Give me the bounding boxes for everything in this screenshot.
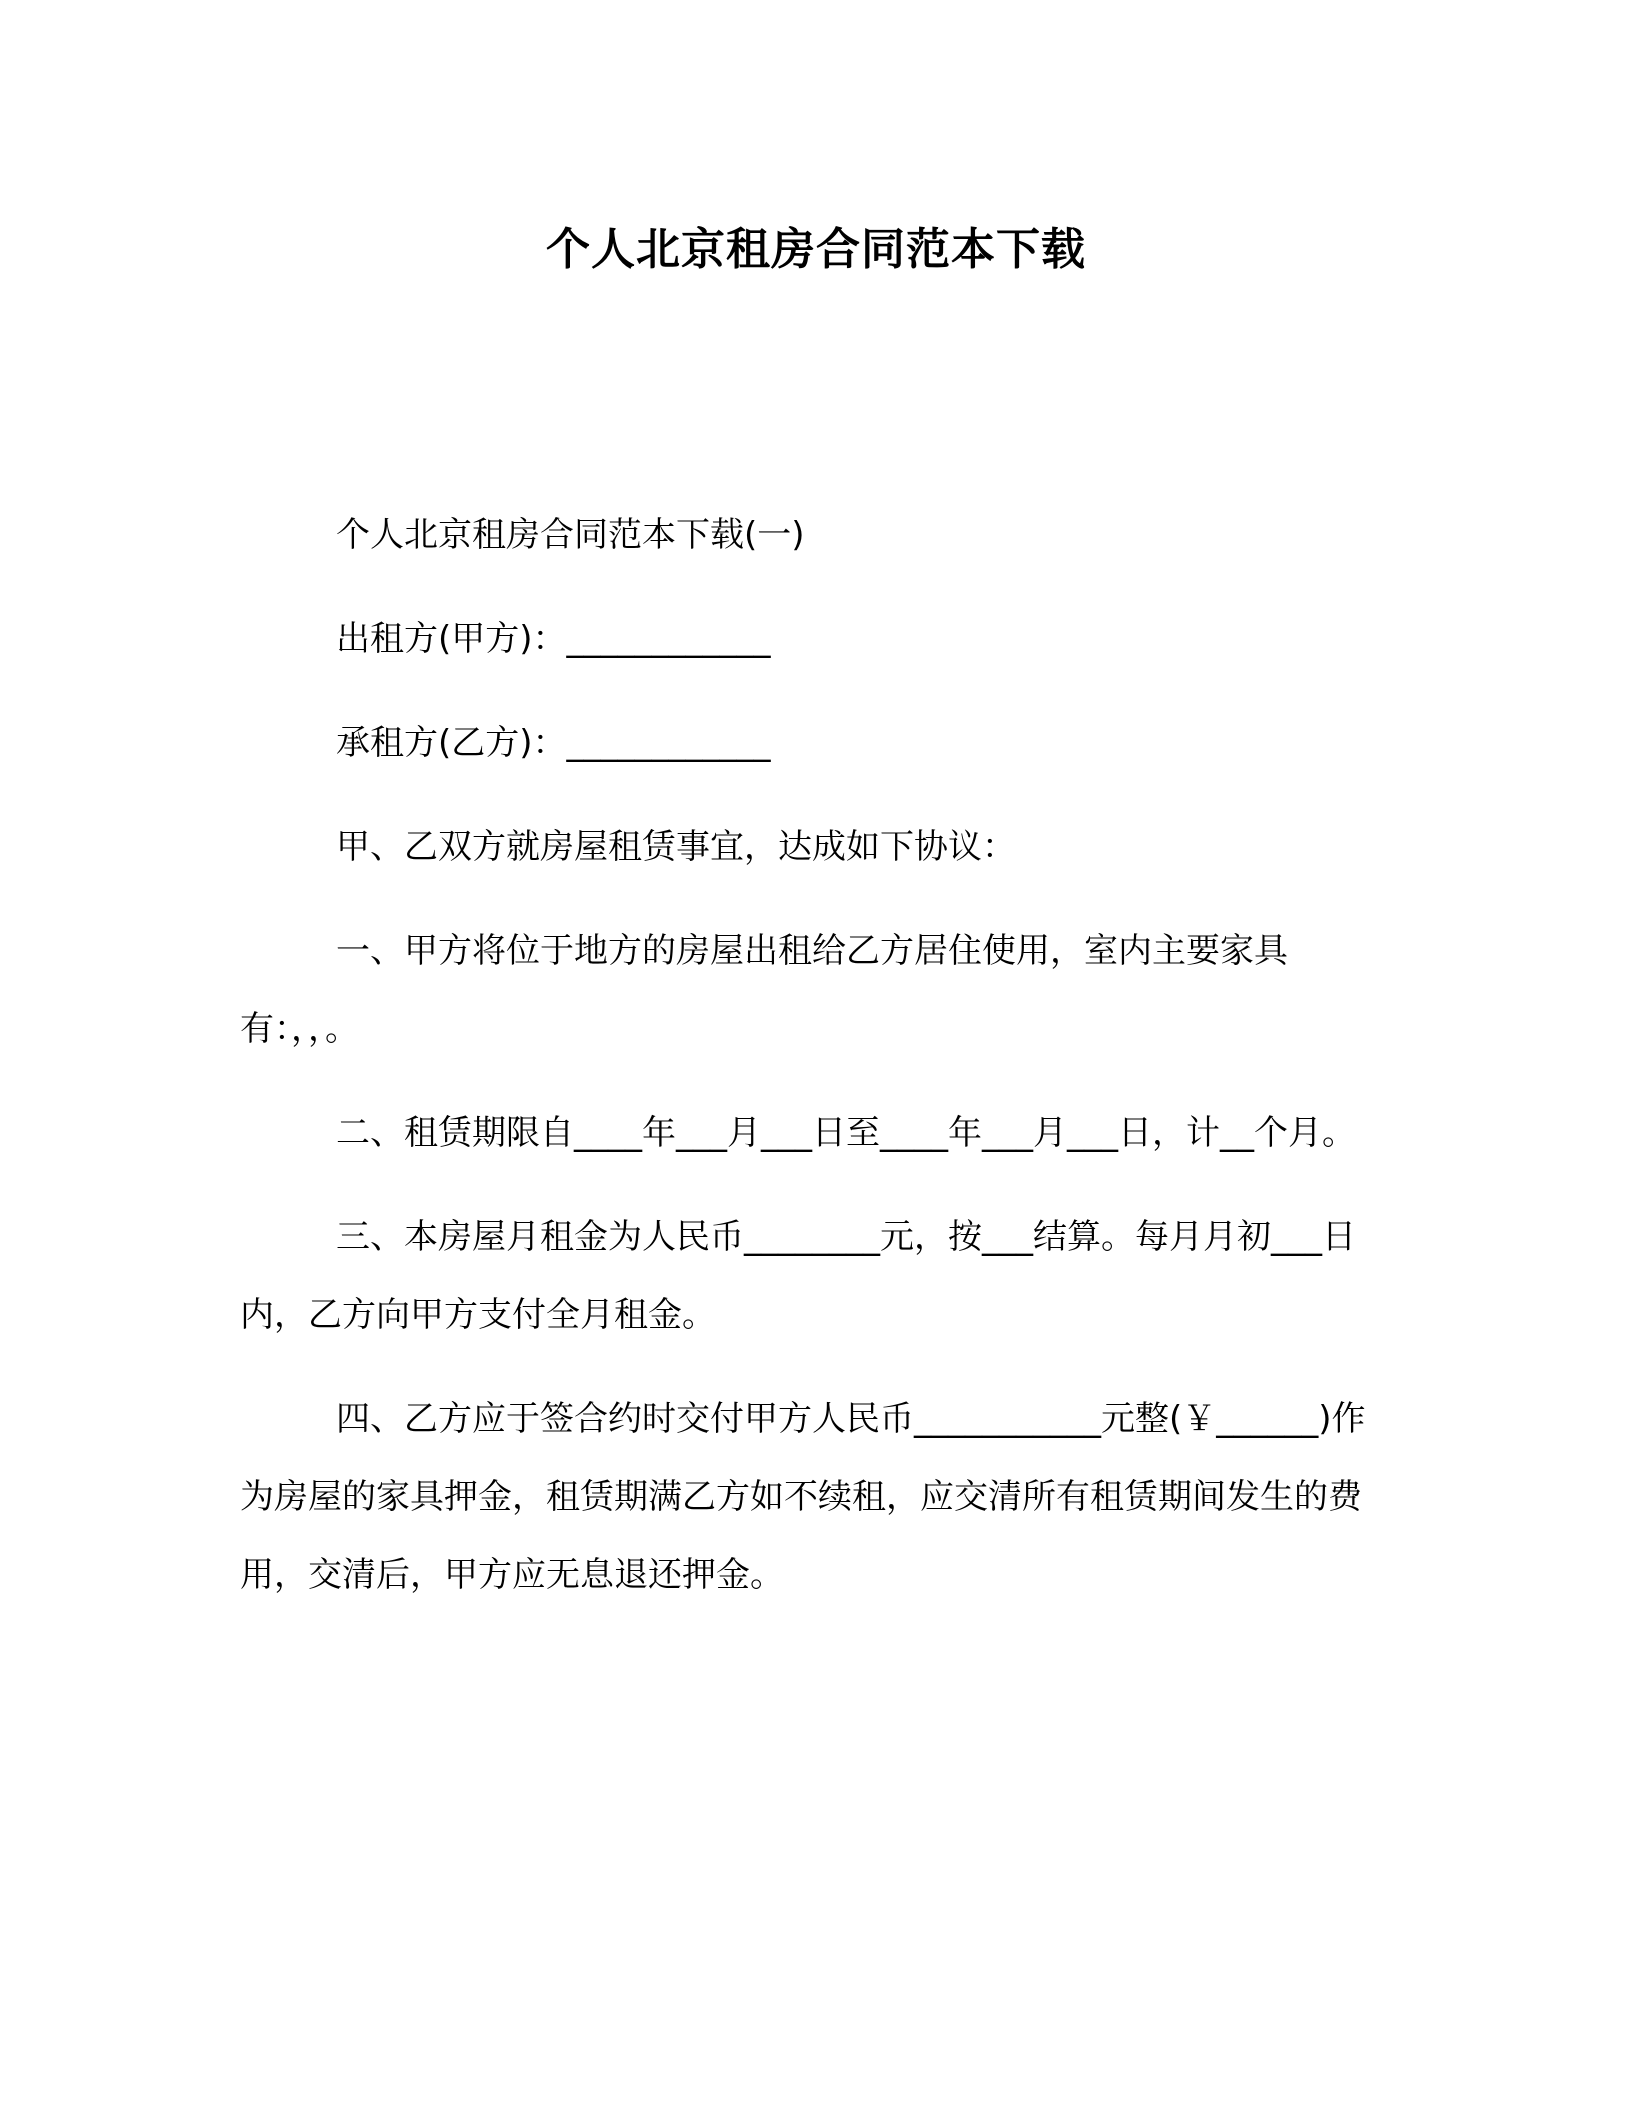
section-heading: 个人北京租房合同范本下载(一) [336, 515, 805, 555]
clause-2: 二、租赁期限自____年___月___日至____年___月___日，计__个月。 [336, 1113, 1356, 1153]
lessee-line: 承租方(乙方)：____________ [336, 723, 771, 763]
document-body [240, 496, 1380, 1640]
lessor-line: 出租方(甲方)：____________ [336, 619, 771, 659]
clause-3: 三、本房屋月租金为人民币________元，按___结算。每月月初___日内，乙方向甲方支付全月租金。 [240, 1217, 1356, 1335]
document-title: 个人北京租房合同范本下载 [546, 224, 1086, 275]
clause-4: 四、乙方应于签合约时交付甲方人民币___________元整(￥______)作为房屋的家具押金，租赁期满乙方如不续租，应交清所有租赁期间发生的费用，交清后，甲方应无息退还押金。 [240, 1399, 1366, 1595]
clause-1: 一、甲方将位于地方的房屋出租给乙方居住使用，室内主要家具有：，，。 [240, 931, 1288, 1049]
agreement-intro: 甲、乙双方就房屋租赁事宜，达成如下协议： [336, 827, 1016, 867]
